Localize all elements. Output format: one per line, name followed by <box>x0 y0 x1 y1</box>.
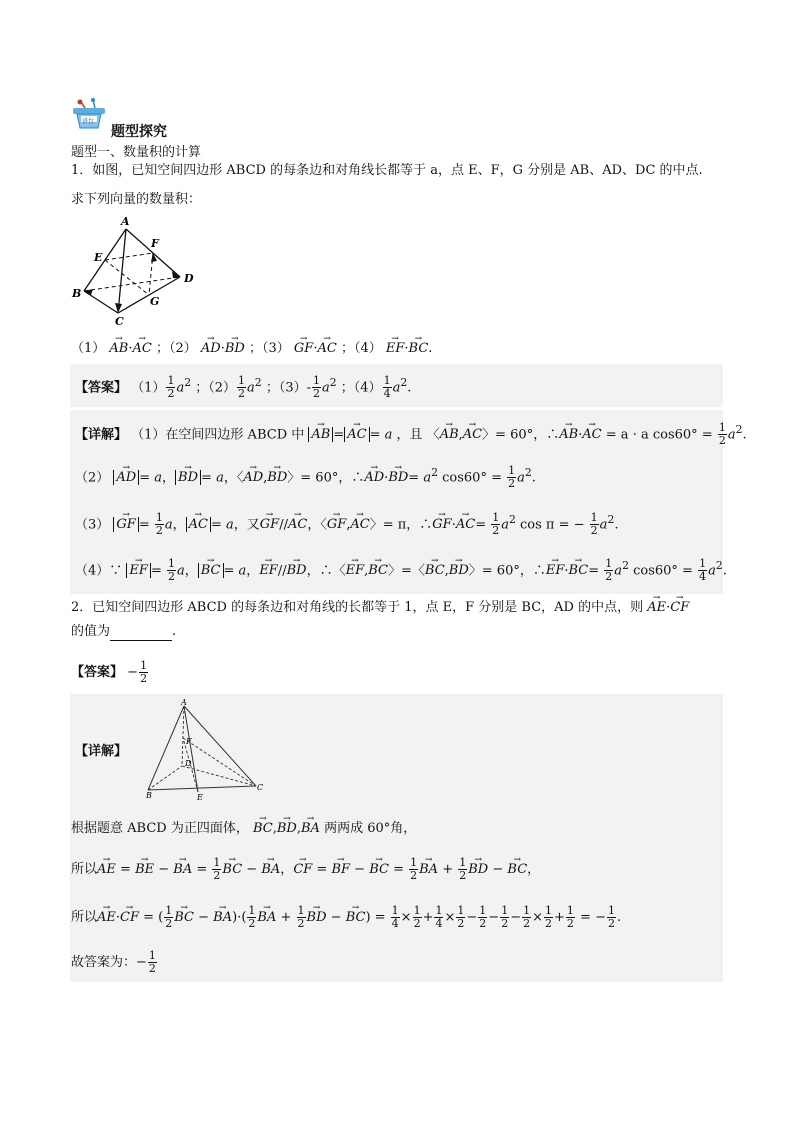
q1-stem-line1: 1．如图，已知空间四边形 ABCD 的每条边和对角线长都等于 a，点 E、F，G 分别是 AB、AD、DC 的中点. <box>71 163 703 178</box>
q1-parts: （1） → AB·→ AC ；（2） → AD·→ BD ；（3） → GF·→ AC ；（4） → EF·→ BC. <box>71 340 432 358</box>
q2-answer-line: 【答案】 − $\frac{1}{2}$ <box>71 659 148 685</box>
q2-fig-label-f: F <box>186 737 192 746</box>
q2-detail-line1: 根据题意 ABCD 为正四面体， → BC,→ BD,→ BA 两两成 60°角， <box>71 820 416 838</box>
q1-fig-label-b: B <box>72 287 82 300</box>
q1-detail-line1: 【详解】 （1）在空间四边形 ABCD 中 → AB =→ AC = a ，且 〈→ AB,→ AC〉= 60°，∴→ AB·→ AC = a · a cos60° = $\frac{1}{2}$ $a^2$. <box>75 421 747 447</box>
section-title: 题型一、数量积的计算 <box>71 145 202 160</box>
q1-answer-line: 【答案】 （1） $\frac{1}{2}$ $a^2$ ；（2） $\frac{1}{2}$ $a^2$ ；（3）- $\frac{1}{2}$ $a^2$ ；（4） $\frac{1}{4}$ $a^2$. <box>75 374 412 401</box>
q1-detail-line4: （4）∵ → EF = $\frac{1}{2}$ a，→ BC = a，→ EF//→ BD，∴〈→ EF,→ BC〉=〈→ BC,→ BD〉= 60°，∴→ EF·→ BC= $\frac{1}{2}$ $a^2$ cos60° = $\frac{1}{4}$ $a^2$. <box>75 557 727 583</box>
q1-fig-label-g: G <box>150 295 160 308</box>
q2-detail-line3: 所以→ AE·→ CF = ( $\frac{1}{2}$ → BC − → BA)·( $\frac{1}{2}$ → BA + $\frac{1}{2}$ → BD − → BC) = $\frac{1}{4}$ × $\frac{1}{2}$ + $\frac{1}{4}$ × $\frac{1}{2}$ − $\frac{1}{2}$ − $\frac{1}{2}$ − $\frac{1}{2}$ × $\frac{1}{2}$ + $\frac{1}{2}$ = − $\frac{1}{2}$ . <box>71 905 621 930</box>
q2-fig-label-d: D <box>185 759 192 768</box>
q1-fig-label-c: C <box>115 315 124 327</box>
q1-stem-line2: 求下列向量的数量积： <box>71 192 202 207</box>
q2-fig-label-a: A <box>181 698 187 707</box>
q1-fig-label-d: D <box>184 272 194 285</box>
section-badge-icon <box>71 98 107 130</box>
q2-fig-label-b: B <box>146 791 152 800</box>
q1-detail-line2: （2） → AD = a，→ BD = a，〈→ AD,→ BD〉= 60°，∴→ $AD\cdot\to BD= a^2$ cos60° = $\frac{1}{2}$ $a^2$. <box>75 464 536 490</box>
q2-tetrahedron-figure <box>140 698 270 804</box>
q1-tetrahedron-figure <box>70 215 200 327</box>
q2-fig-label-e: E <box>197 793 203 802</box>
q1-fig-label-e: E <box>94 251 103 264</box>
badge-text: 讲台 <box>82 118 95 125</box>
q1-fig-label-a: A <box>121 215 130 228</box>
q2-conclusion: 故答案为：− $\frac{1}{2}$ <box>71 949 156 975</box>
q2-detail-line2: 所以→ AE = → BE − → BA = $\frac{1}{2}$ → BC − → BA，→ CF = → BF − → BC = $\frac{1}{2}$ → BA + $\frac{1}{2}$ → BD − → BC， <box>71 857 540 882</box>
q1-detail-line3: （3） → GF = $\frac{1}{2}$ a，→ AC = a，又→ GF//→ AC，〈→ GF,→ AC〉= π，∴→ GF·→ AC= $\frac{1}{2}$ $a^2$ cos π = − $\frac{1}{2}$ $a^2$. <box>75 511 618 537</box>
q2-detail-label: 【详解】 <box>75 744 128 759</box>
q1-fig-label-f: F <box>151 237 159 250</box>
q2-answer-blank <box>110 628 172 641</box>
q2-stem-line2: 的值为 . <box>71 624 177 639</box>
q2-fig-label-c: C <box>257 783 264 792</box>
q2-stem-line1: 2．已知空间四边形 ABCD 的每条边和对角线的长都等于 1，点 E，F 分别是 BC，AD 的中点，则 → AE·→ CF <box>71 599 689 617</box>
header-title: 题型探究 <box>111 124 167 140</box>
